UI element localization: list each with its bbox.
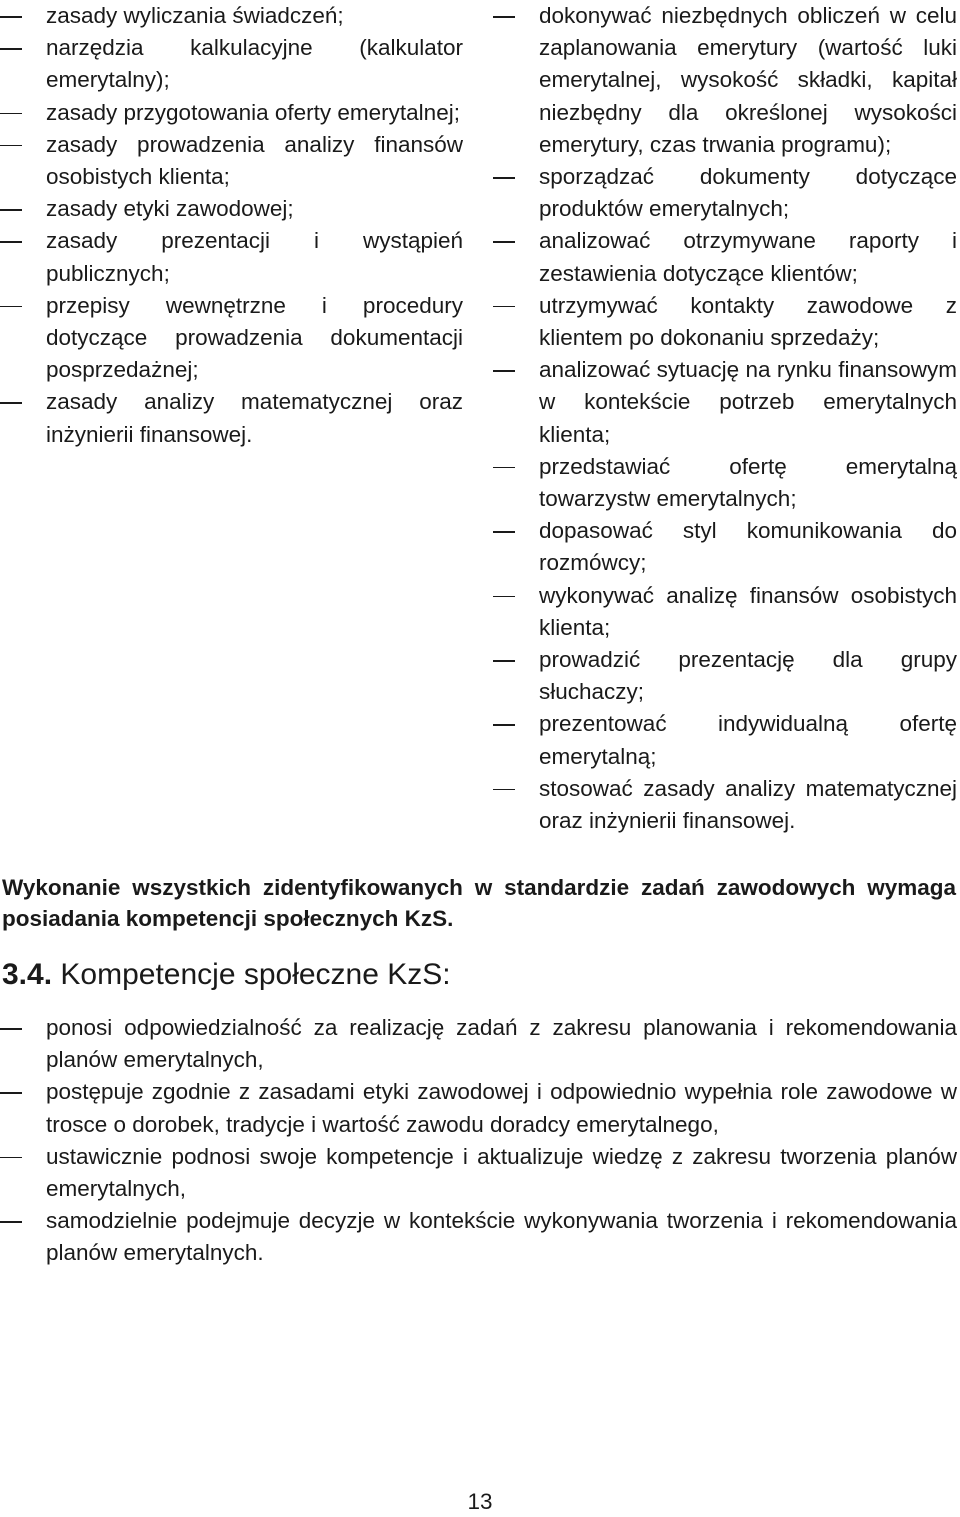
left-column-list — [0, 0, 463, 451]
list-item: zasady prezentacji i wystąpień publicznych; — [0, 225, 463, 289]
list-item: wykonywać analizę finansów osobistych klienta; — [493, 580, 957, 644]
list-item: postępuje zgodnie z zasadami etyki zawodowej i odpowiednio wypełnia role zawodowe w trosce o dorobek, tradycje i wartość zawodu doradcy emerytalnego, — [0, 1076, 957, 1140]
list-item: sporządzać dokumenty dotyczące produktów emerytalnych; — [493, 161, 957, 225]
list-item: analizować sytuację na rynku finansowym w kontekście potrzeb emerytalnych klienta; — [493, 354, 957, 451]
list-item: ponosi odpowiedzialność za realizację zadań z zakresu planowania i rekomendowania planów emerytalnych, — [0, 1012, 957, 1076]
list-item: samodzielnie podejmuje decyzje w kontekście wykonywania tworzenia i rekomendowania planów emerytalnych. — [0, 1205, 957, 1269]
summary-paragraph: Wykonanie wszystkich zidentyfikowanych w standardzie zadań zawodowych wymaga posiadania kompetencji społecznych KzS. — [2, 875, 956, 931]
right-column-list — [493, 0, 957, 837]
list-item: dokonywać niezbędnych obliczeń w celu zaplanowania emerytury (wartość luki emerytalnej, wysokość składki, kapitał niezbędny dla określonej wysokości emerytury, czas trwania programu); — [493, 0, 957, 161]
list-item: dopasować styl komunikowania do rozmówcy; — [493, 515, 957, 579]
competence-list — [0, 1012, 957, 1270]
list-item: zasady prowadzenia analizy finansów osobistych klienta; — [0, 129, 463, 193]
list-item: analizować otrzymywane raporty i zestawienia dotyczące klientów; — [493, 225, 957, 289]
list-item: stosować zasady analizy matematycznej oraz inżynierii finansowej. — [493, 773, 957, 837]
list-item: przedstawiać ofertę emerytalną towarzystw emerytalnych; — [493, 451, 957, 515]
list-item: prowadzić prezentację dla grupy słuchaczy; — [493, 644, 957, 708]
list-item: zasady etyki zawodowej; — [0, 193, 463, 225]
list-item: narzędzia kalkulacyjne (kalkulator emerytalny); — [0, 32, 463, 96]
list-item: ustawicznie podnosi swoje kompetencje i aktualizuje wiedzę z zakresu tworzenia planów emerytalnych, — [0, 1141, 957, 1205]
section-number: 3.4. — [2, 958, 53, 991]
section-title: Kompetencje społeczne KzS: — [60, 958, 451, 991]
list-item: utrzymywać kontakty zawodowe z klientem po dokonaniu sprzedaży; — [493, 290, 957, 354]
list-item: zasady wyliczania świadczeń; — [0, 0, 463, 32]
list-item: prezentować indywidualną ofertę emerytalną; — [493, 708, 957, 772]
list-item: zasady przygotowania oferty emerytalnej; — [0, 97, 463, 129]
section-heading — [2, 955, 451, 995]
list-item: przepisy wewnętrzne i procedury dotyczące prowadzenia dokumentacji posprzedażnej; — [0, 290, 463, 387]
list-item: zasady analizy matematycznej oraz inżynierii finansowej. — [0, 386, 463, 450]
page-number: 13 — [467, 1489, 493, 1514]
